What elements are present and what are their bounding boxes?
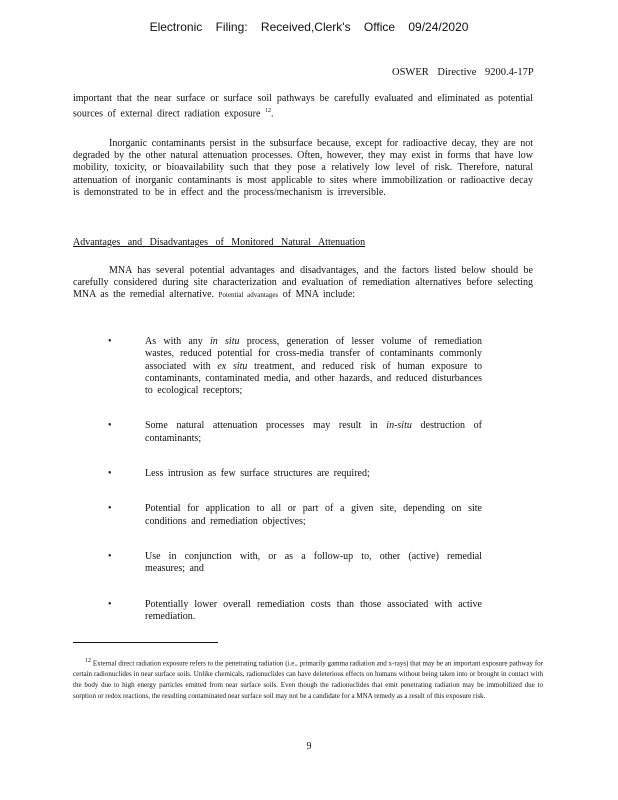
list-item-italic: in-situ (386, 420, 412, 432)
bullet-icon: • (108, 598, 112, 610)
section-heading: Advantages and Disadvantages of Monitored Natural Attenuation (73, 237, 366, 248)
directive-number: OSWER Directive 9200.4-17P (392, 67, 534, 78)
bullet-icon: • (108, 336, 112, 347)
bullet-icon: • (108, 503, 112, 515)
list-item-text: Some natural attenuation processes may result in (145, 420, 387, 432)
list-item-text: process, generation of lesser volume of remediation wastes, reduced potential for cross-media transfer of contaminants commonly associated with (145, 336, 482, 372)
list-item (0, 503, 618, 528)
list-item (0, 336, 618, 397)
footnote-reference: 12 (264, 108, 271, 115)
footnote-number: 12 (85, 658, 91, 664)
paragraph-end: of MNA include: (282, 289, 356, 301)
list-item-italic: ex situ (217, 360, 248, 372)
paragraph-end: . (270, 108, 274, 120)
bullet-icon: • (108, 420, 112, 432)
paragraph-text: important that the near surface or surface soil pathways be carefully evaluated and eliminated as potential sources of external direct radiation exposure (73, 93, 533, 120)
list-item (0, 599, 618, 624)
list-item-text: treatment, and reduced risk of human exposure to contaminants, contaminated media, and other hazards, and reduced disturbances to ecological receptors; (145, 360, 483, 397)
footnote-divider (73, 642, 218, 643)
footnote (73, 656, 543, 702)
list-item (0, 551, 618, 576)
paragraph-mna-factors (73, 265, 533, 302)
list-item (0, 420, 618, 445)
paragraph-radiation-pathways (73, 93, 533, 121)
list-item-text: Less intrusion as few surface structures are required; (145, 468, 370, 480)
list-item-text: As with any (145, 336, 211, 347)
bullet-icon: • (108, 468, 112, 480)
bullet-icon: • (108, 550, 112, 562)
list-item-text: Potential for application to all or part of a given site, depending on site conditions and remediation objectives; (145, 503, 482, 527)
page-number: 9 (306, 741, 312, 752)
paragraph-inorganic-contaminants: Inorganic contaminants persist in the subsurface because, except for radioactive decay, they are not degraded by the other natural attenuation processes. Often, however, they may exist in forms that have low mobility, toxicity, or bioavailability such that they pose a relatively low level of risk. Therefore, natural attenuation of inorganic contaminants is most applicable to sites where immobilization or radioactive decay is demonstrated to be in effect and the process/mechanism is irreversible. (73, 138, 533, 198)
filing-stamp-header: Electronic Filing: Received,Clerk's Office 09/24/2020 (149, 20, 469, 34)
footnote-text: External direct radiation exposure refers to the penetrating radiation (i.e., primarily gamma radiation and x-rays) that may be an important exposure pathway for certain radionuclides in near surface soils. Unlike chemicals, radionuclides can have deleterious effects on humans without being taken into or brought in contact with the body due to high energy particles emitted from near surface soils. Even though the radionuclides that emit penetrating radiation may be immobilized due to sorption or redox reactions, the resulting contaminated near surface soil may not be a candidate for a MNA remedy as a result of this exposure risk. (73, 659, 543, 701)
list-item-text: Use in conjunction with, or as a follow-up to, other (active) remedial measures; and (145, 550, 482, 575)
advantages-list (0, 336, 618, 646)
list-item-italic: in situ (210, 336, 240, 347)
emphasis-potential-advantages: Potential advantages (218, 291, 279, 300)
list-item-text: Potentially lower overall remediation costs than those associated with active remediation. (145, 598, 482, 622)
list-item (0, 468, 618, 480)
paragraph-text: MNA has several potential advantages and disadvantages, and the factors listed below should be carefully considered during site characterization and evaluation of remediation alternatives before selecting MNA as the remedial alternative. (73, 265, 533, 301)
list-item-text: destruction of contaminants; (145, 420, 482, 444)
